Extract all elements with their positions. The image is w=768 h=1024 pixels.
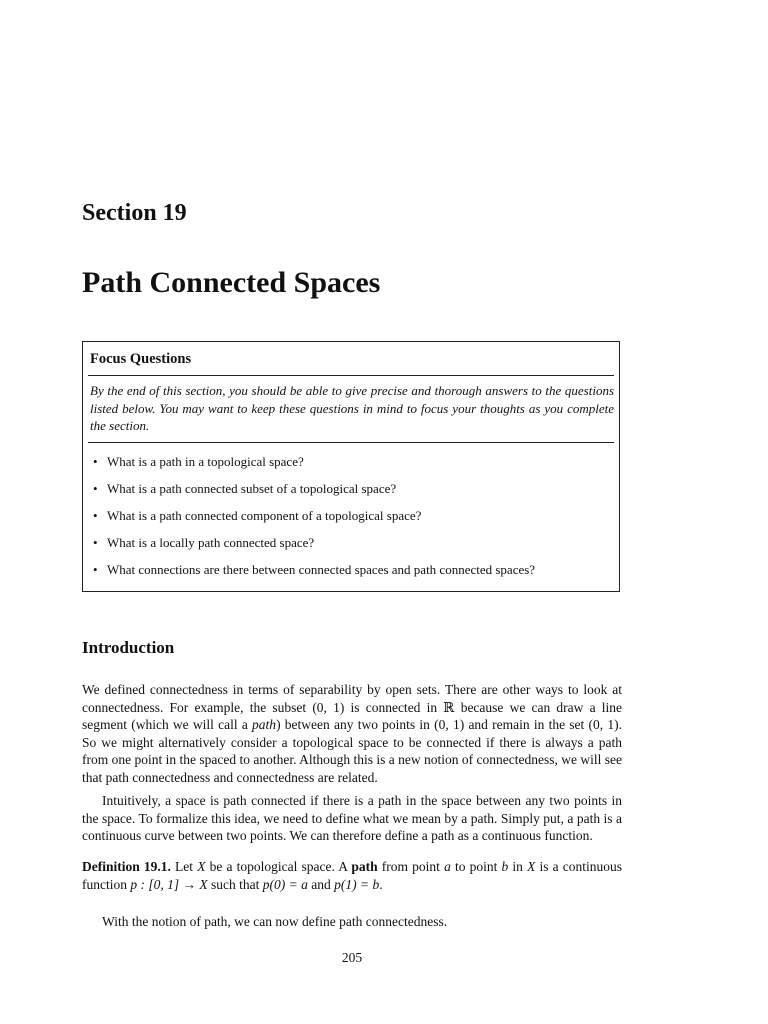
text-run: is a continuous function: [82, 859, 622, 892]
focus-question-text: What connections are there between connected spaces and path connected spaces?: [107, 562, 536, 577]
text-run: from point: [377, 859, 445, 874]
focus-question-text: What is a path connected subset of a topological space?: [107, 481, 397, 496]
focus-question-text: What is a path connected component of a topological space?: [107, 508, 422, 523]
focus-question-text: What is a path in a topological space?: [107, 454, 304, 469]
text-run: and remain in the set: [464, 717, 589, 732]
text-run: ) between any two points in: [276, 717, 435, 732]
focus-divider-bottom: [88, 442, 614, 443]
text-run: We defined connectedness in terms of separability by open sets. There are other ways to look at connectedness. For example, the subset: [82, 682, 622, 715]
text-run: Let: [170, 859, 198, 874]
page-number: 205: [341, 950, 363, 965]
focus-divider-top: [88, 375, 614, 376]
math-expression: b: [501, 859, 509, 874]
definition-19-1: [82, 858, 622, 893]
bullet-icon: •: [93, 535, 98, 550]
text-run: to point: [450, 859, 502, 874]
bullet-icon: •: [93, 508, 98, 523]
math-expression: (0, 1): [312, 699, 345, 715]
introduction-paragraph-2: Intuitively, a space is path connected if there is a path in the space between any two points in the space. To formalize this idea, we need to define what we mean by a path. Simply put, a path is a continuous curve between two points. We can therefore define a path as a continuous function.: [82, 793, 622, 843]
text-run: .: [379, 876, 383, 892]
bullet-icon: •: [93, 481, 98, 496]
text-run: . So we might alternatively consider a topological space to be connected if there is always a path from one point in the spaced to another. Although this is a new notion of connectedness, we will see that path connectedness and connectedness are related.: [82, 717, 622, 785]
focus-questions-list: [93, 452, 535, 587]
math-expression: (0, 1): [434, 717, 465, 732]
math-expression: (0, 1): [588, 717, 619, 732]
bullet-icon: •: [93, 454, 98, 469]
focus-question-item: [93, 506, 535, 533]
focus-questions-intro: By the end of this section, you should be able to give precise and thorough answers to the questions listed below. You may want to keep these questions in mind to focus your thoughts as you complete the section.: [90, 383, 614, 433]
introduction-paragraph-1: [82, 681, 622, 786]
section-label: Section 19: [82, 200, 187, 226]
focus-question-item: [93, 560, 535, 587]
text-run: such that: [207, 876, 263, 892]
defined-term: path: [351, 859, 378, 874]
text-run: be a topological space. A: [205, 859, 352, 874]
chapter-title: Path Connected Spaces: [82, 266, 381, 299]
math-expression: X: [527, 859, 536, 874]
math-expression: p : [0, 1] → X: [130, 876, 208, 892]
math-expression: ℝ: [443, 699, 455, 715]
focus-question-item: [93, 452, 535, 479]
math-expression: a: [444, 859, 451, 874]
emphasized-term: path: [252, 717, 277, 732]
text-run: because we can draw a line segment (which we will call a: [82, 699, 622, 732]
text-run: and: [307, 876, 335, 892]
focus-questions-heading: Focus Questions: [90, 351, 192, 367]
text-run: in: [508, 859, 528, 874]
focus-question-text: What is a locally path connected space?: [107, 535, 315, 550]
focus-questions-box: [82, 341, 620, 592]
focus-question-item: [93, 533, 535, 560]
focus-question-item: [93, 479, 535, 506]
math-expression: p(0) = a: [262, 876, 308, 892]
introduction-heading: Introduction: [82, 638, 175, 657]
introduction-paragraph-3: With the notion of path, we can now define path connectedness.: [102, 914, 448, 929]
bullet-icon: •: [93, 562, 98, 577]
math-expression: X: [197, 859, 206, 874]
definition-label: Definition 19.1.: [82, 859, 171, 874]
text-run: is connected in: [344, 699, 444, 715]
math-expression: p(1) = b: [334, 876, 380, 892]
